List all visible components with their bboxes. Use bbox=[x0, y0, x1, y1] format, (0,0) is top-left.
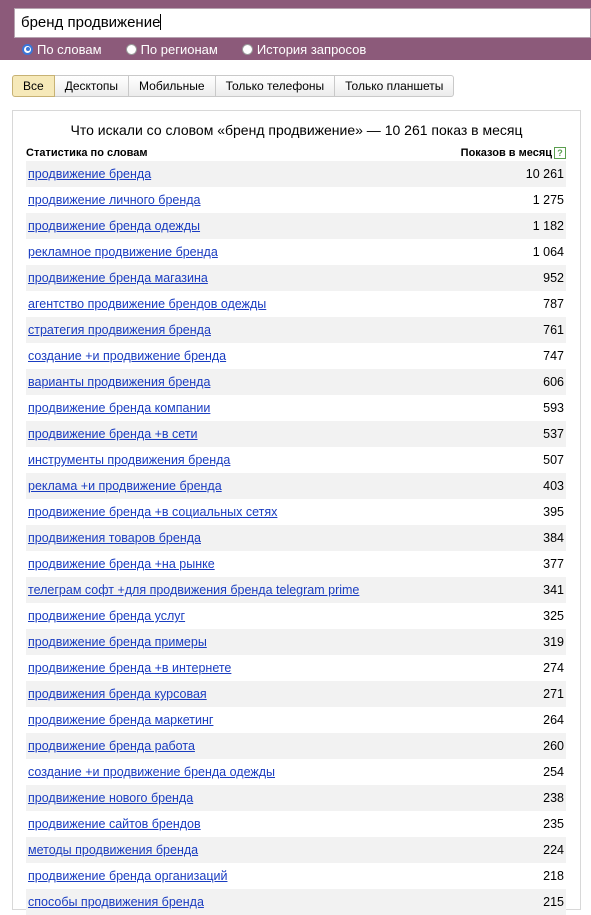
phrase-link[interactable]: рекламное продвижение бренда bbox=[28, 245, 218, 259]
table-row bbox=[26, 291, 566, 317]
table-row bbox=[26, 733, 566, 759]
table-body bbox=[26, 161, 566, 915]
tab-tablets-only[interactable]: Только планшеты bbox=[335, 75, 454, 97]
impressions-count: 325 bbox=[543, 609, 564, 623]
results-title: Что искали со словом «бренд продвижение» — 10 261 показ в месяц bbox=[70, 122, 523, 138]
tab-mobile[interactable]: Мобильные bbox=[129, 75, 216, 97]
impressions-count: 787 bbox=[543, 297, 564, 311]
table-row bbox=[26, 551, 566, 577]
impressions-count: 1 064 bbox=[532, 245, 564, 259]
table-row bbox=[26, 629, 566, 655]
table-row bbox=[26, 655, 566, 681]
table-row bbox=[26, 811, 566, 837]
radio-label: По регионам bbox=[140, 41, 218, 57]
device-tabs bbox=[12, 75, 454, 97]
phrase-link[interactable]: продвижение бренда bbox=[28, 167, 152, 181]
table-row bbox=[26, 603, 566, 629]
table-row bbox=[26, 499, 566, 525]
phrase-link[interactable]: способы продвижения бренда bbox=[28, 895, 204, 909]
table-row bbox=[26, 707, 566, 733]
phrase-link[interactable]: продвижение бренда компании bbox=[28, 401, 211, 415]
search-mode-radios bbox=[22, 40, 390, 58]
radio-unchecked-icon bbox=[126, 44, 137, 55]
impressions-count: 593 bbox=[543, 401, 564, 415]
radio-checked-icon bbox=[22, 44, 33, 55]
table-header bbox=[26, 145, 566, 161]
phrase-link[interactable]: варианты продвижения бренда bbox=[28, 375, 211, 389]
tab-all[interactable]: Все bbox=[12, 75, 55, 97]
impressions-count: 384 bbox=[543, 531, 564, 545]
radio-by-regions[interactable] bbox=[126, 40, 218, 58]
radio-query-history[interactable] bbox=[242, 40, 367, 58]
table-row bbox=[26, 889, 566, 915]
phrase-link[interactable]: продвижение личного бренда bbox=[28, 193, 201, 207]
tab-desktops[interactable]: Десктопы bbox=[55, 75, 129, 97]
table-row bbox=[26, 213, 566, 239]
impressions-count: 224 bbox=[543, 843, 564, 857]
impressions-count: 537 bbox=[543, 427, 564, 441]
table-row bbox=[26, 187, 566, 213]
phrase-link[interactable]: продвижения товаров бренда bbox=[28, 531, 201, 545]
table-row bbox=[26, 343, 566, 369]
search-header bbox=[0, 0, 591, 60]
phrase-link[interactable]: стратегия продвижения бренда bbox=[28, 323, 211, 337]
impressions-count: 215 bbox=[543, 895, 564, 909]
phrase-link[interactable]: продвижение бренда +на рынке bbox=[28, 557, 215, 571]
table-row bbox=[26, 785, 566, 811]
table-row bbox=[26, 681, 566, 707]
table-row bbox=[26, 239, 566, 265]
impressions-count: 238 bbox=[543, 791, 564, 805]
table-row bbox=[26, 577, 566, 603]
phrase-link[interactable]: телеграм софт +для продвижения бренда telegram prime bbox=[28, 583, 360, 597]
radio-label: История запросов bbox=[256, 41, 367, 57]
help-icon[interactable]: ? bbox=[554, 147, 566, 159]
impressions-count: 507 bbox=[543, 453, 564, 467]
phrase-link[interactable]: продвижение бренда +в социальных сетях bbox=[28, 505, 278, 519]
phrase-link[interactable]: агентство продвижение брендов одежды bbox=[28, 297, 267, 311]
table-row bbox=[26, 395, 566, 421]
impressions-count: 260 bbox=[543, 739, 564, 753]
impressions-count: 271 bbox=[543, 687, 564, 701]
results-table bbox=[26, 145, 566, 915]
impressions-count: 747 bbox=[543, 349, 564, 363]
impressions-count: 10 261 bbox=[525, 167, 564, 181]
phrase-link[interactable]: продвижение бренда маркетинг bbox=[28, 713, 214, 727]
phrase-link[interactable]: продвижение бренда одежды bbox=[28, 219, 201, 233]
table-row bbox=[26, 863, 566, 889]
table-row bbox=[26, 369, 566, 395]
impressions-count: 235 bbox=[543, 817, 564, 831]
impressions-count: 952 bbox=[543, 271, 564, 285]
table-row bbox=[26, 837, 566, 863]
radio-unchecked-icon bbox=[242, 44, 253, 55]
column-header-phrase: Статистика по словам bbox=[26, 147, 148, 159]
phrase-link[interactable]: реклама +и продвижение бренда bbox=[28, 479, 222, 493]
impressions-count: 606 bbox=[543, 375, 564, 389]
table-row bbox=[26, 161, 566, 187]
impressions-count: 254 bbox=[543, 765, 564, 779]
impressions-count: 218 bbox=[543, 869, 564, 883]
tab-phones-only[interactable]: Только телефоны bbox=[216, 75, 336, 97]
results-panel bbox=[12, 110, 581, 910]
column-header-count: Показов в месяц ? bbox=[461, 145, 566, 161]
text-cursor bbox=[160, 14, 161, 30]
search-input[interactable] bbox=[14, 8, 591, 38]
table-row bbox=[26, 473, 566, 499]
impressions-count: 341 bbox=[543, 583, 564, 597]
phrase-link[interactable]: продвижение бренда услуг bbox=[28, 609, 186, 623]
impressions-count: 395 bbox=[543, 505, 564, 519]
phrase-link[interactable]: продвижение бренда +в интернете bbox=[28, 661, 232, 675]
phrase-link[interactable]: инструменты продвижения бренда bbox=[28, 453, 231, 467]
phrase-link[interactable]: продвижение бренда примеры bbox=[28, 635, 207, 649]
table-row bbox=[26, 265, 566, 291]
phrase-link[interactable]: создание +и продвижение бренда одежды bbox=[28, 765, 276, 779]
phrase-link[interactable]: продвижения бренда курсовая bbox=[28, 687, 207, 701]
phrase-link[interactable]: продвижение бренда магазина bbox=[28, 271, 208, 285]
impressions-count: 1 182 bbox=[532, 219, 564, 233]
impressions-count: 264 bbox=[543, 713, 564, 727]
impressions-count: 1 275 bbox=[532, 193, 564, 207]
impressions-count: 319 bbox=[543, 635, 564, 649]
impressions-count: 377 bbox=[543, 557, 564, 571]
phrase-link[interactable]: создание +и продвижение бренда bbox=[28, 349, 227, 363]
radio-label: По словам bbox=[37, 41, 102, 57]
phrase-link[interactable]: продвижение бренда работа bbox=[28, 739, 195, 753]
table-row bbox=[26, 447, 566, 473]
phrase-link[interactable]: продвижение бренда организаций bbox=[28, 869, 228, 883]
impressions-count: 274 bbox=[543, 661, 564, 675]
phrase-link[interactable]: методы продвижения бренда bbox=[28, 843, 199, 857]
phrase-link[interactable]: продвижение нового бренда bbox=[28, 791, 194, 805]
table-row bbox=[26, 317, 566, 343]
radio-by-words[interactable] bbox=[22, 40, 102, 58]
search-query: бренд продвижение bbox=[21, 14, 161, 31]
table-row bbox=[26, 525, 566, 551]
table-row bbox=[26, 759, 566, 785]
impressions-count: 761 bbox=[543, 323, 564, 337]
table-row bbox=[26, 421, 566, 447]
impressions-count: 403 bbox=[543, 479, 564, 493]
phrase-link[interactable]: продвижение сайтов брендов bbox=[28, 817, 201, 831]
phrase-link[interactable]: продвижение бренда +в сети bbox=[28, 427, 198, 441]
